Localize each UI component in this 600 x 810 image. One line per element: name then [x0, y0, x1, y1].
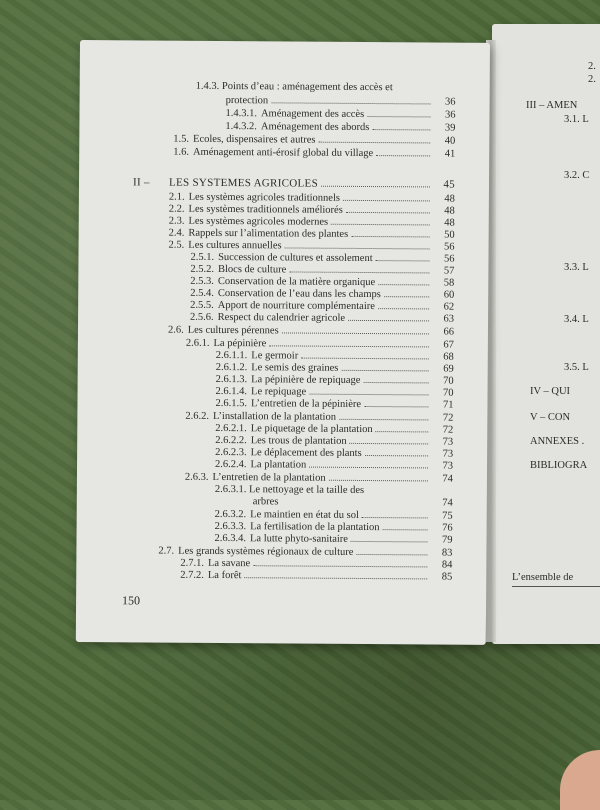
toc-entry: 2.7.1. La savane 84 — [180, 557, 453, 571]
toc-entry: 2.6.3.2. Le maintien en état du sol 75 — [214, 508, 453, 522]
toc-entry: 2.6.3.3. La fertilisation de la plantation 76 — [214, 520, 453, 534]
toc-entry: 2.4. Rappels sur l’alimentation des plantes 50 — [168, 227, 455, 241]
toc-entry: protection 36 — [225, 95, 456, 108]
toc-entry: 2.5.1. Succession de cultures et assolement 56 — [190, 251, 455, 265]
right-line-11: BIBLIOGRA — [530, 460, 588, 471]
toc-entry: 2.5.2. Blocs de culture 57 — [190, 263, 455, 277]
toc-entry: 2.6.2. L’installation de la plantation 72 — [185, 410, 454, 424]
toc-entry: 2.6.1.5. L’entretien de la pépinière 71 — [215, 397, 454, 411]
toc-entry: 2.6.3.1. Le nettoyage et la taille des — [214, 483, 365, 496]
toc-entry: arbres 74 — [252, 496, 453, 509]
toc-entry: 2.6.1. La pépinière 67 — [185, 337, 454, 351]
right-line-3: 3.1. L — [564, 114, 589, 125]
toc-entry: 2.6.2.4. La plantation 73 — [215, 458, 454, 472]
right-line-9: V – CON — [530, 412, 571, 423]
right-line-1: 2. — [588, 74, 596, 85]
toc-entry: 2.2. Les systèmes traditionnels améliorés 48 — [168, 203, 455, 217]
right-line-0: 2. — [588, 61, 596, 72]
toc-entry: 2.7.2. La forêt 85 — [180, 569, 453, 583]
hand-corner — [560, 750, 600, 810]
toc-entry: 2.6.2.3. Le déplacement des plants 73 — [215, 446, 454, 460]
footnote-rule — [512, 586, 600, 587]
toc-entry: 2.1. Les systèmes agricoles traditionnels 48 — [168, 191, 455, 205]
right-line-7: 3.5. L — [564, 362, 589, 373]
toc-entry: 2.3. Les systèmes agricoles modernes 48 — [168, 215, 455, 229]
table-of-contents — [76, 40, 490, 645]
toc-entry: 2.5. Les cultures annuelles 56 — [168, 239, 455, 253]
toc-entry: 2.6.1.1. Le germoir 68 — [215, 349, 454, 363]
toc-entry: 2.6.3.4. La lutte phyto-sanitaire 79 — [214, 532, 453, 546]
toc-chapter-entry: II – LES SYSTEMES AGRICOLES 45 — [132, 176, 456, 191]
right-line-8: IV – QUI — [530, 386, 571, 397]
toc-entry: 2.6.3. L’entretien de la plantation 74 — [184, 471, 453, 485]
toc-entry: 2.7. Les grands systèmes régionaux de culture 83 — [158, 545, 453, 559]
right-line-10: ANNEXES . — [530, 436, 585, 447]
toc-entry: 2.6.1.4. Le repiquage 70 — [215, 385, 454, 399]
right-page — [492, 24, 600, 644]
toc-entry: 1.6. Aménagement anti-érosif global du village 41 — [173, 146, 456, 160]
toc-entry: 2.5.3. Conservation de la matière organique 58 — [190, 275, 455, 289]
right-line-4: 3.2. C — [564, 170, 590, 181]
right-line-6: 3.4. L — [564, 314, 589, 325]
right-line-5: 3.3. L — [564, 262, 589, 273]
toc-entry: 2.6.2.1. Le piquetage de la plantation 72 — [215, 422, 454, 436]
left-page — [76, 40, 490, 645]
toc-entry: 2.5.6. Respect du calendrier agricole 63 — [190, 311, 455, 325]
toc-entry: 2.5.5. Apport de nourriture complémentaire 62 — [190, 299, 455, 313]
toc-entry: 2.6.1.2. Le semis des graines 69 — [215, 361, 454, 375]
right-line-12: L’ensemble de — [512, 572, 574, 583]
right-line-2: III – AMEN — [526, 100, 578, 111]
toc-entry: 2.6. Les cultures pérennes 66 — [167, 324, 455, 338]
page-number: 150 — [122, 593, 141, 608]
toc-entry: 2.6.1.3. La pépinière de repiquage 70 — [215, 373, 454, 387]
toc-entry: 2.5.4. Conservation de l’eau dans les champs 60 — [190, 287, 455, 301]
toc-entry: 2.6.2.2. Les trous de plantation 73 — [215, 434, 454, 448]
toc-entry: 1.5. Ecoles, dispensaires et autres 40 — [173, 133, 456, 147]
toc-entry: 1.4.3. Points d’eau : aménagement des accès et — [195, 80, 393, 94]
toc-entry: 1.4.3.2. Aménagement des abords 39 — [225, 121, 456, 134]
toc-entry: 1.4.3.1. Aménagement des accès 36 — [225, 108, 456, 121]
